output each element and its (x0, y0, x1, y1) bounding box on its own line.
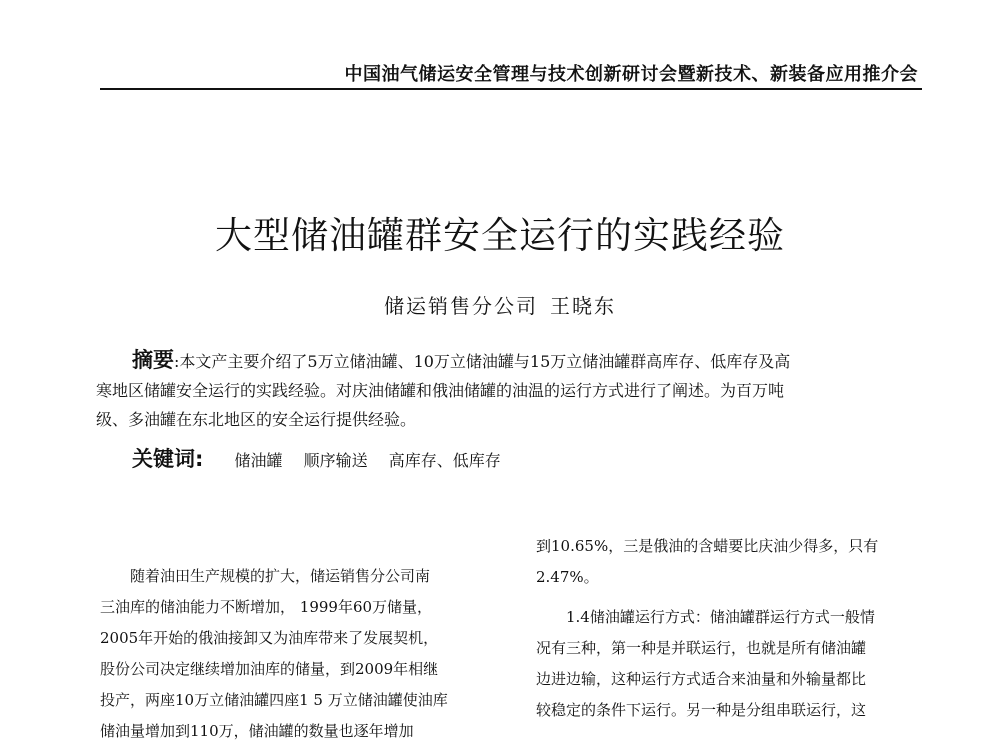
body-line: 1.4储油罐运行方式：储油罐群运行方式一般情 (566, 608, 875, 626)
keyword: 储油罐 (234, 451, 283, 470)
body-right-column (536, 531, 926, 726)
body-line: 2.47%。 (536, 568, 599, 586)
abstract-text: 本文产主要介绍了5万立储油罐、10万立储油罐与15万立储油罐群高库存、低库存及高 (179, 352, 791, 371)
paragraph-gap (536, 593, 926, 602)
body-left-column (100, 561, 492, 747)
abstract-line: 级、多油罐在东北地区的安全运行提供经验。 (96, 410, 417, 429)
abstract-line (96, 346, 924, 376)
running-header (100, 60, 922, 90)
keywords-label: 关键词: (132, 447, 204, 471)
author-line (0, 290, 1000, 319)
body-line: 储油量增加到110万，储油罐的数量也逐年增加 (100, 722, 414, 740)
author-affiliation: 储运销售分公司 (384, 294, 538, 318)
body-line: 股份公司决定继续增加油库的储量，到2009年相继 (100, 660, 439, 678)
abstract-label: 摘要 (132, 348, 174, 372)
body-line: 投产，两座10万立储油罐四座1 5 万立储油罐使油库 (100, 691, 448, 709)
body-line: 较稳定的条件下运行。另一种是分组串联运行，这 (536, 701, 867, 719)
keyword: 高库存、低库存 (388, 451, 501, 470)
abstract (96, 346, 924, 434)
keyword: 顺序输送 (303, 451, 368, 470)
keywords (132, 443, 517, 473)
body-line: 况有三种，第一种是并联运行，也就是所有储油罐 (536, 639, 867, 657)
body-line: 到10.65%，三是俄油的含蜡要比庆油少得多，只有 (536, 537, 879, 555)
body-line: 边进边输，这种运行方式适合来油量和外输量都比 (536, 670, 867, 688)
paper-title: 大型储油罐群安全运行的实践经验 (215, 214, 785, 257)
author-name: 王晓东 (550, 294, 616, 318)
conference-name: 中国油气储运安全管理与技术创新研讨会暨新技术、新装备应用推介会 (344, 64, 918, 85)
abstract-colon: : (174, 352, 180, 371)
body-line: 三油库的储油能力不断增加， 1999年60万储量， (100, 598, 433, 616)
abstract-line: 寒地区储罐安全运行的实践经验。对庆油储罐和俄油储罐的油温的运行方式进行了阐述。为百万吨 (96, 381, 785, 400)
body-line: 2005年开始的俄油接卸又为油库带来了发展契机， (100, 629, 439, 647)
body-line: 随着油田生产规模的扩大，储运销售分公司南 (130, 567, 431, 585)
